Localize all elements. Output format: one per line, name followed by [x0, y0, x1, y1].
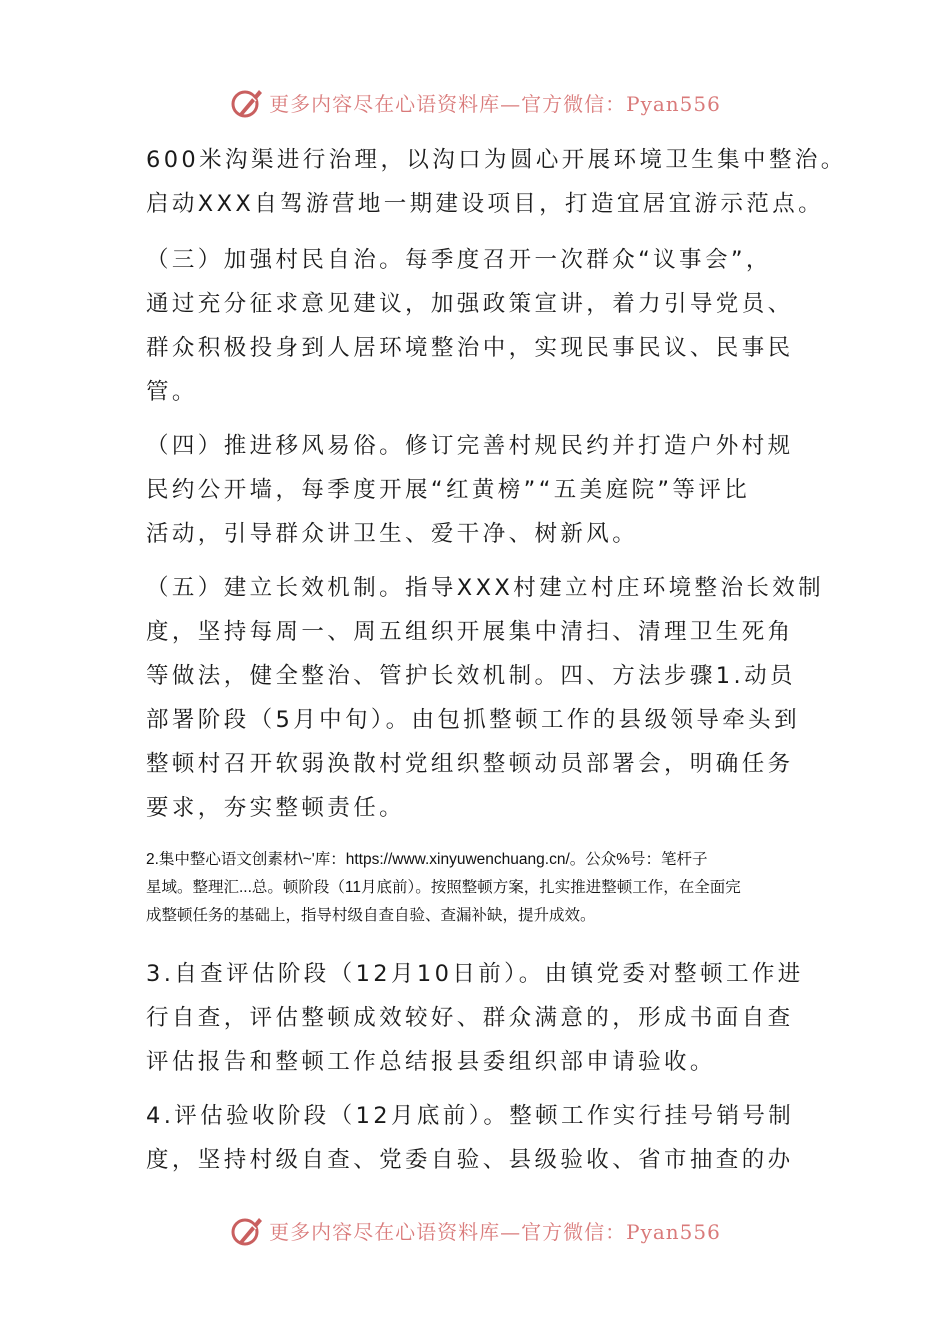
paragraph — [146, 1094, 826, 1182]
small-paragraph — [146, 846, 826, 930]
text-line: 管。 — [146, 379, 198, 405]
text-line: 整顿村召开软弱涣散村党组织整顿动员部署会，明确任务 — [146, 751, 794, 777]
text-line: 600米沟渠进行治理，以沟口为圆心开展环境卫生集中整治。 — [146, 147, 847, 173]
paragraph — [146, 952, 826, 1084]
text-line: 群众积极投身到人居环境整治中，实现民事民议、民事民 — [146, 335, 794, 361]
quill-pen-in-circle-icon — [229, 84, 265, 120]
text-line: 行自查，评估整顿成效较好、群众满意的，形成书面自查 — [146, 1005, 794, 1031]
header-watermark-banner — [0, 82, 950, 122]
text-line: 活动，引导群众讲卫生、爱干净、树新风。 — [146, 521, 639, 547]
text-line: 启动XXX自驾游营地一期建设项目，打造宜居宜游示范点。 — [146, 191, 825, 217]
text-line: 度，坚持每周一、周五组织开展集中清扫、清理卫生死角 — [146, 619, 794, 645]
text-line: （四）推进移风易俗。修订完善村规民约并打造户外村规 — [146, 433, 794, 459]
text-line: 部署阶段（5月中旬）。由包抓整顿工作的县级领导牵头到 — [146, 707, 800, 733]
footer-watermark-banner — [0, 1210, 950, 1250]
banner-text: 更多内容尽在心语资料库—官方微信：Pyan556 — [269, 1219, 721, 1244]
banner-text: 更多内容尽在心语资料库—官方微信：Pyan556 — [269, 91, 721, 116]
text-line: 2.集中整心语文创素材\~'库：https://www.xinyuwenchuang.cn/。公众%号：笔杆子 — [146, 851, 708, 868]
text-line: 4.评估验收阶段（12月底前）。整顿工作实行挂号销号制 — [146, 1103, 795, 1129]
paragraph — [146, 566, 826, 830]
paragraph — [146, 238, 826, 414]
text-line: 3.自查评估阶段（12月10日前）。由镇党委对整顿工作进 — [146, 961, 804, 987]
paragraph — [146, 138, 847, 226]
text-line: （三）加强村民自治。每季度召开一次群众“议事会”， — [146, 247, 772, 273]
text-line: 等做法，健全整治、管护长效机制。四、方法步骤1.动员 — [146, 663, 796, 689]
text-line: 星域。整理汇...总。顿阶段（11月底前）。按照整顿方案，扎实推进整顿工作，在全面完 — [146, 879, 741, 896]
text-line: 成整顿任务的基础上，指导村级自查自验、查漏补缺，提升成效。 — [146, 907, 596, 924]
text-line: 要求，夯实整顿责任。 — [146, 795, 406, 821]
quill-pen-in-circle-icon — [229, 1212, 265, 1248]
text-line: 度，坚持村级自查、党委自验、县级验收、省市抽查的办 — [146, 1147, 794, 1173]
text-line: 评估报告和整顿工作总结报县委组织部申请验收。 — [146, 1049, 716, 1075]
text-line: 民约公开墙，每季度开展“红黄榜”“五美庭院”等评比 — [146, 477, 751, 503]
text-line: （五）建立长效机制。指导XXX村建立村庄环境整治长效制 — [146, 575, 825, 601]
text-line: 通过充分征求意见建议，加强政策宣讲，着力引导党员、 — [146, 291, 794, 317]
paragraph — [146, 424, 826, 556]
